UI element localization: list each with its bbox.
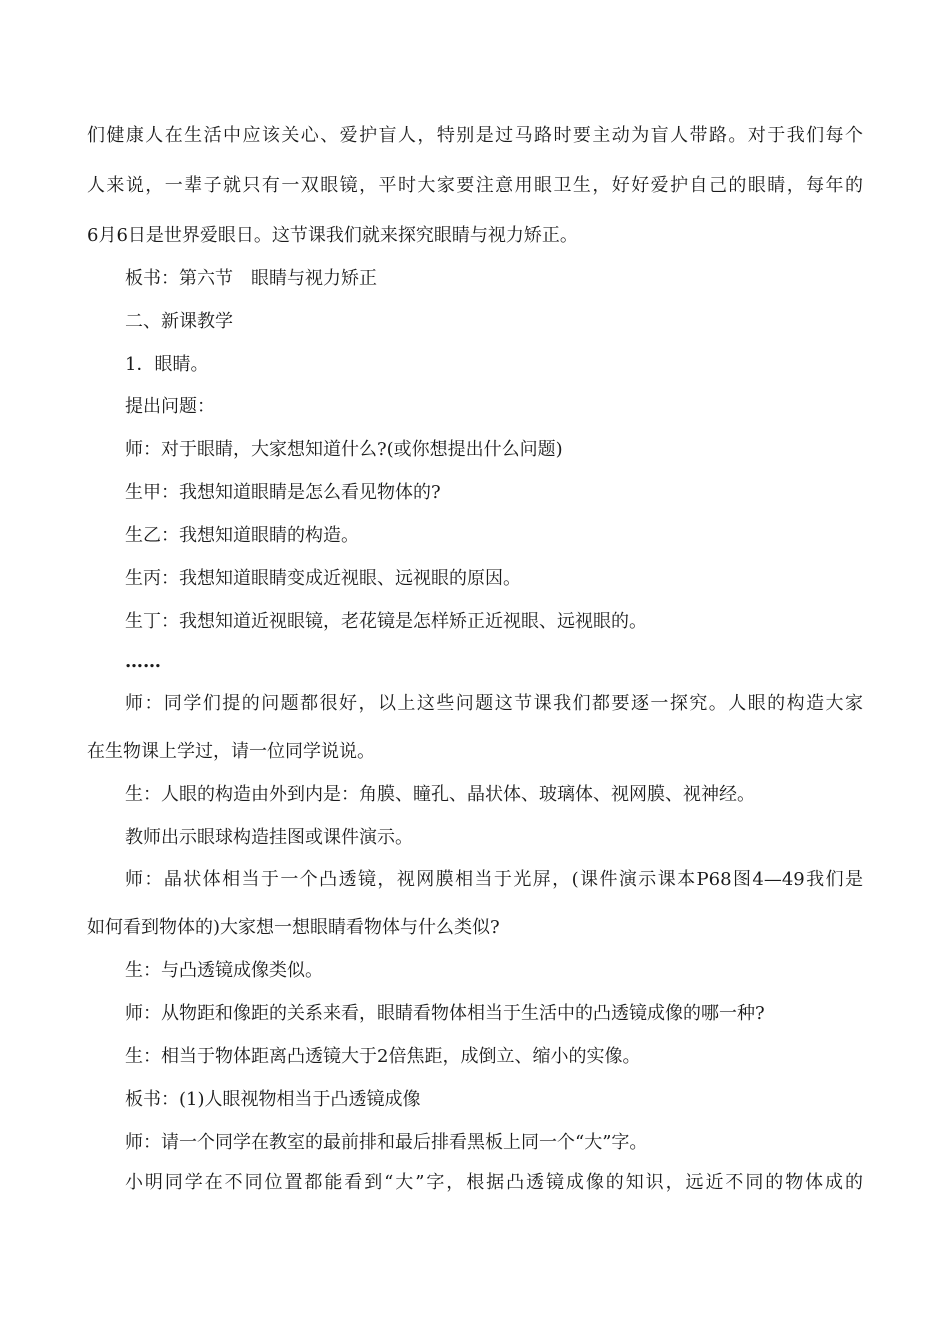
- paragraph-line: 提出问题：: [125, 396, 215, 417]
- dialogue-line: 生乙：我想知道眼睛的构造。: [125, 525, 359, 546]
- dialogue-line: 师：从物距和像距的关系来看，眼睛看物体相当于生活中的凸透镜成像的哪一种?: [125, 1003, 765, 1024]
- dialogue-line: 生：与凸透镜成像类似。: [125, 960, 323, 981]
- ellipsis: ……: [125, 651, 161, 672]
- paragraph-line: 人来说，一辈子就只有一双眼镜，平时大家要注意用眼卫生，好好爱护自己的眼睛，每年的: [87, 175, 863, 196]
- section-heading: 二、新课教学: [125, 311, 233, 332]
- dialogue-line: 师：请一个同学在教室的最前排和最后排看黑板上同一个“大”字。: [125, 1132, 648, 1153]
- paragraph-line: 小明同学在不同位置都能看到“大”字，根据凸透镜成像的知识，远近不同的物体成的: [125, 1172, 863, 1193]
- dialogue-line: 生甲：我想知道眼睛是怎么看见物体的?: [125, 482, 441, 503]
- blackboard-note: 板书：(1)人眼视物相当于凸透镜成像: [125, 1089, 421, 1110]
- paragraph-line: 在生物课上学过，请一位同学说说。: [87, 741, 375, 762]
- subsection-heading: 1．眼睛。: [125, 354, 209, 375]
- dialogue-line: 师：对于眼睛，大家想知道什么?(或你想提出什么问题): [125, 439, 563, 460]
- paragraph-line: 们健康人在生活中应该关心、爱护盲人，特别是过马路时要主动为盲人带路。对于我们每个: [87, 125, 863, 146]
- dialogue-line: 生丙：我想知道眼睛变成近视眼、远视眼的原因。: [125, 568, 521, 589]
- paragraph-line: 教师出示眼球构造挂图或课件演示。: [125, 827, 413, 848]
- paragraph-line: 6月6日是世界爱眼日。这节课我们就来探究眼睛与视力矫正。: [87, 225, 578, 246]
- dialogue-line: 生丁：我想知道近视眼镜，老花镜是怎样矫正近视眼、远视眼的。: [125, 611, 647, 632]
- dialogue-line: 师：同学们提的问题都很好，以上这些问题这节课我们都要逐一探究。人眼的构造大家: [125, 693, 863, 714]
- dialogue-line: 生：人眼的构造由外到内是：角膜、瞳孔、晶状体、玻璃体、视网膜、视神经。: [125, 784, 755, 805]
- dialogue-line: 师：晶状体相当于一个凸透镜，视网膜相当于光屏，(课件演示课本P68图4—49我们是: [125, 869, 863, 890]
- dialogue-line: 生：相当于物体距离凸透镜大于2倍焦距，成倒立、缩小的实像。: [125, 1046, 641, 1067]
- paragraph-line: 如何看到物体的)大家想一想眼睛看物体与什么类似?: [87, 917, 500, 938]
- blackboard-note: 板书：第六节 眼睛与视力矫正: [125, 268, 377, 289]
